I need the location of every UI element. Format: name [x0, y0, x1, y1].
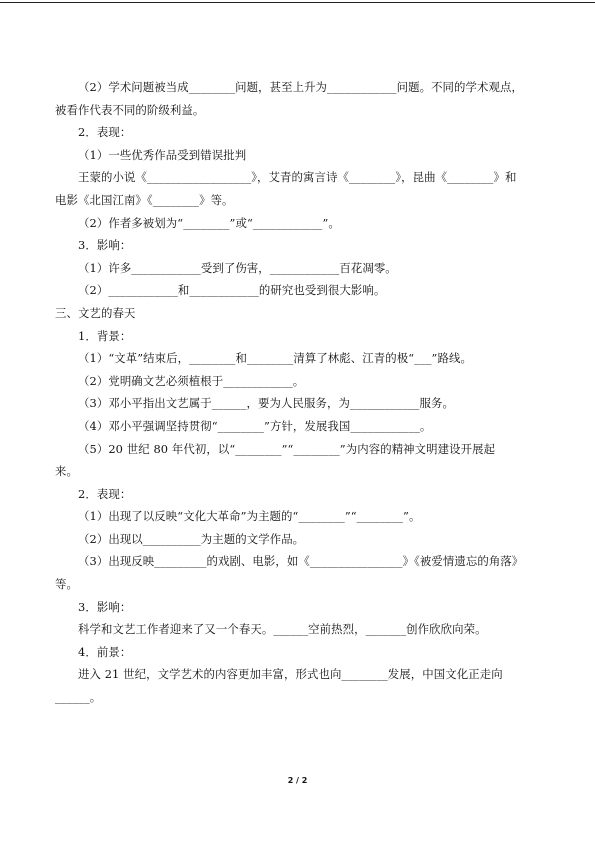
- text-line: （2）____________和____________的研究也受到很大影响。: [78, 283, 386, 298]
- chapter-heading: 三、文艺的春天: [55, 305, 136, 320]
- text-line: 等。: [55, 577, 78, 592]
- section-heading: 3．影响：: [78, 599, 132, 614]
- section-heading: 3．影响：: [78, 238, 132, 253]
- text-line: （2）学术问题被当成________问题，甚至上升为____________问题。不同的学术观点，: [78, 80, 523, 94]
- text-line: （1）“文革”结束后，________和________清算了林彪、江青的极“___”路线。: [78, 351, 472, 366]
- text-line: 王蒙的小说《__________________》，艾青的寓言诗《________》，昆曲《________》和: [78, 170, 517, 185]
- page-number: 2 / 2: [287, 776, 308, 785]
- text-line: 进入 21 世纪，文学艺术的内容更加丰富，形式也向________发展，中国文化正走向: [78, 667, 503, 682]
- text-line: 电影《北国江南》《________》等。: [55, 192, 234, 207]
- text-line: （5）20 世纪 80 年代初，以“________”“________”为内容的精神文明建设开展起: [78, 441, 496, 456]
- text-line: （3）邓小平指出文艺属于______，要为人民服务，为____________服务。: [78, 396, 454, 411]
- text-line: （2）作者多被划为“________”或“____________”。: [78, 215, 340, 230]
- section-heading: 4．前景：: [78, 644, 132, 659]
- text-line: （1）许多____________受到了伤害，____________百花凋零。: [78, 260, 397, 275]
- text-line: （2）出现以__________为主题的文学作品。: [78, 531, 305, 546]
- text-line: 来。: [55, 464, 78, 479]
- text-line: （1）出现了以反映“文化大革命”为主题的“________”“________”。: [78, 509, 421, 524]
- text-line: 科学和文艺工作者迎来了又一个春天。______空前热烈，_______创作欣欣向荣。: [78, 622, 487, 637]
- section-heading: 2．表现：: [78, 486, 132, 501]
- section-heading: 2．表现：: [78, 125, 132, 140]
- document-body: [55, 76, 543, 709]
- text-line: 被看作代表不同的阶级利益。: [55, 102, 205, 117]
- top-border-rule: [0, 2, 595, 3]
- text-line: （3）出现反映_________的戏剧、电影，如《________________》《被爱情遗忘的角落》: [78, 554, 524, 569]
- section-heading: 1．背景：: [78, 328, 132, 343]
- text-line: ______。: [55, 690, 102, 705]
- text-line: （2）党明确文艺必须植根于____________。: [78, 373, 305, 388]
- text-line: （1）一些优秀作品受到错误批判: [78, 147, 247, 162]
- text-line: （4）邓小平强调坚持贯彻“________”方针，发展我国____________。: [78, 418, 432, 433]
